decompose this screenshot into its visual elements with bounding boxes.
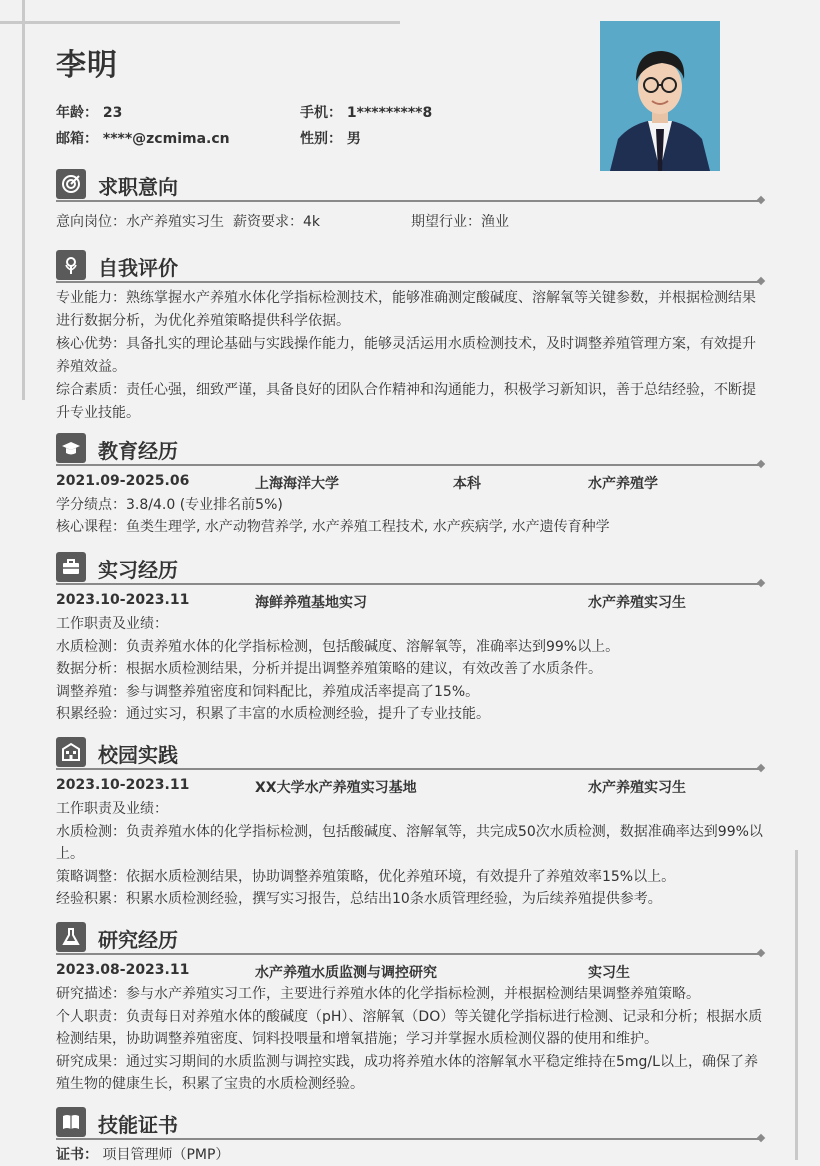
candidate-name: 李明 xyxy=(56,48,118,83)
internship-org: 海鲜养殖基地实习 xyxy=(255,595,367,611)
phone-info xyxy=(300,102,432,122)
gender-value: 男 xyxy=(346,131,361,147)
section-research xyxy=(56,922,766,956)
certificate-row xyxy=(56,1144,229,1166)
divider-end-dot xyxy=(757,1134,765,1142)
research-topic: 水产养殖水质监测与调控研究 xyxy=(255,965,437,981)
education-courses: 核心课程：鱼类生理学, 水产动物营养学, 水产养殖工程技术, 水产疾病学, 水产遗传育种学 xyxy=(56,519,610,535)
self-eval-list xyxy=(56,287,766,425)
campus-line: 策略调整：依据水质检测结果，协助调整养殖策略，优化养殖环境，有效提升了养殖效率15%以上。 xyxy=(56,868,676,885)
decorative-vertical-line xyxy=(22,0,25,400)
internship-line: 调整养殖：参与调整养殖密度和饲料配比，养殖成活率提高了15%。 xyxy=(56,683,480,700)
campus-line: 经验积累：积累水质检测经验，撰写实习报告，总结出10条水质管理经验，为后续养殖提供参考。 xyxy=(56,891,662,907)
target-icon xyxy=(56,169,86,199)
internship-period: 2023.10-2023.11 xyxy=(56,592,190,608)
campus-role: 水产养殖实习生 xyxy=(588,780,686,796)
internship-line: 水质检测：负责养殖水体的化学指标检测，包括酸碱度、溶解氧等，准确率达到99%以上。 xyxy=(56,638,620,655)
section-divider xyxy=(56,281,760,283)
divider-end-dot xyxy=(757,196,765,204)
internship-role: 水产养殖实习生 xyxy=(588,595,686,611)
certificate-value: 项目管理师（PMP） xyxy=(102,1147,230,1163)
gender-label: 性别： xyxy=(300,131,342,147)
campus-line: 水质检测：负责养殖水体的化学指标检测，包括酸碱度、溶解氧等，共完成50次水质检测，数据准确率达到99%以上。 xyxy=(56,823,763,862)
self-eval-item: 综合素质：责任心强，细致严谨，具备良好的团队合作精神和沟通能力，积极学习新知识，善于总结经验，不断提升专业技能。 xyxy=(56,382,756,421)
section-title: 技能证书 xyxy=(98,1113,178,1137)
flask-icon xyxy=(56,922,86,952)
research-line: 研究成果：通过实习期间的水质监测与调控实践，成功将养殖水体的溶解氧水平稳定维持在5mg/L以上，确保了养殖生物的健康生长，积累了宝贵的水质检测经验。 xyxy=(56,1053,758,1092)
self-eval-item: 核心优势：具备扎实的理论基础与实践操作能力，能够灵活运用水质检测技术，及时调整养殖管理方案，有效提升养殖效益。 xyxy=(56,336,756,375)
section-title: 教育经历 xyxy=(98,439,178,463)
email-info xyxy=(56,128,230,148)
section-title: 校园实践 xyxy=(98,743,178,767)
section-divider xyxy=(56,464,760,466)
section-divider xyxy=(56,953,760,955)
internship-line: 数据分析：根据水质检测结果，分析并提出调整养殖策略的建议，有效改善了水质条件。 xyxy=(56,661,602,677)
section-title: 实习经历 xyxy=(98,558,178,582)
section-education xyxy=(56,433,766,467)
research-line: 个人职责：负责每日对养殖水体的酸碱度（pH）、溶解氧（DO）等关键化学指标进行检测、记录和分析；根据水质检测结果，协助调整养殖密度、饲料投喂量和增氧措施；学习并掌握水质检测仪器的使用和维护。 xyxy=(56,1008,763,1047)
section-campus-practice xyxy=(56,737,766,771)
campus-details xyxy=(56,798,766,911)
divider-end-dot xyxy=(757,949,765,957)
book-icon xyxy=(56,1107,86,1137)
divider-end-dot xyxy=(757,277,765,285)
phone-label: 手机： xyxy=(300,105,342,121)
section-self-evaluation xyxy=(56,250,766,284)
section-divider xyxy=(56,768,760,770)
section-title: 研究经历 xyxy=(98,928,178,952)
education-period: 2021.09-2025.06 xyxy=(56,473,190,489)
education-school: 上海海洋大学 xyxy=(255,476,339,492)
profile-photo xyxy=(600,21,720,171)
research-details xyxy=(56,983,766,1096)
section-internship xyxy=(56,552,766,586)
briefcase-icon xyxy=(56,552,86,582)
section-skills xyxy=(56,1107,766,1141)
intent-salary: 薪资要求：4k xyxy=(233,214,321,230)
section-divider xyxy=(56,583,760,585)
phone-value: 1*********8 xyxy=(346,105,433,121)
internship-line: 积累经验：通过实习，积累了丰富的水质检测经验，提升了专业技能。 xyxy=(56,706,490,722)
divider-end-dot xyxy=(757,579,765,587)
research-period: 2023.08-2023.11 xyxy=(56,962,190,978)
internship-details xyxy=(56,613,766,726)
section-title: 自我评价 xyxy=(98,256,178,280)
divider-end-dot xyxy=(757,460,765,468)
education-gpa: 学分绩点：3.8/4.0 (专业排名前5%) xyxy=(56,497,283,513)
divider-end-dot xyxy=(757,764,765,772)
internship-line: 工作职责及业绩： xyxy=(56,616,168,632)
section-title: 求职意向 xyxy=(98,175,178,199)
intent-position: 意向岗位：水产养殖实习生 xyxy=(56,214,224,230)
education-major: 水产养殖学 xyxy=(588,476,658,492)
building-icon xyxy=(56,737,86,767)
education-degree: 本科 xyxy=(453,476,481,492)
section-job-intent xyxy=(56,169,766,203)
email-label: 邮箱： xyxy=(56,131,98,147)
section-divider xyxy=(56,1138,760,1140)
campus-org: XX大学水产养殖实习基地 xyxy=(255,780,417,796)
research-line: 研究描述：参与水产养殖实习工作，主要进行养殖水体的化学指标检测，并根据检测结果调整养殖策略。 xyxy=(56,986,700,1002)
research-role: 实习生 xyxy=(588,965,630,981)
decorative-horizontal-line xyxy=(0,21,400,24)
self-eval-item: 专业能力：熟练掌握水产养殖水体化学指标检测技术，能够准确测定酸碱度、溶解氧等关键参数，并根据检测结果进行数据分析，为优化养殖策略提供科学依据。 xyxy=(56,290,756,329)
section-divider xyxy=(56,200,760,202)
campus-period: 2023.10-2023.11 xyxy=(56,777,190,793)
gender-info xyxy=(300,128,361,148)
age-value: 23 xyxy=(102,105,123,121)
certificate-label: 证书： xyxy=(56,1147,98,1163)
flower-icon xyxy=(56,250,86,280)
campus-line: 工作职责及业绩： xyxy=(56,801,168,817)
age-info xyxy=(56,102,122,122)
email-value: ****@zcmima.cn xyxy=(102,131,230,147)
graduation-cap-icon xyxy=(56,433,86,463)
decorative-vertical-line-right xyxy=(795,850,798,1160)
intent-industry: 期望行业：渔业 xyxy=(411,214,509,230)
age-label: 年龄： xyxy=(56,105,98,121)
